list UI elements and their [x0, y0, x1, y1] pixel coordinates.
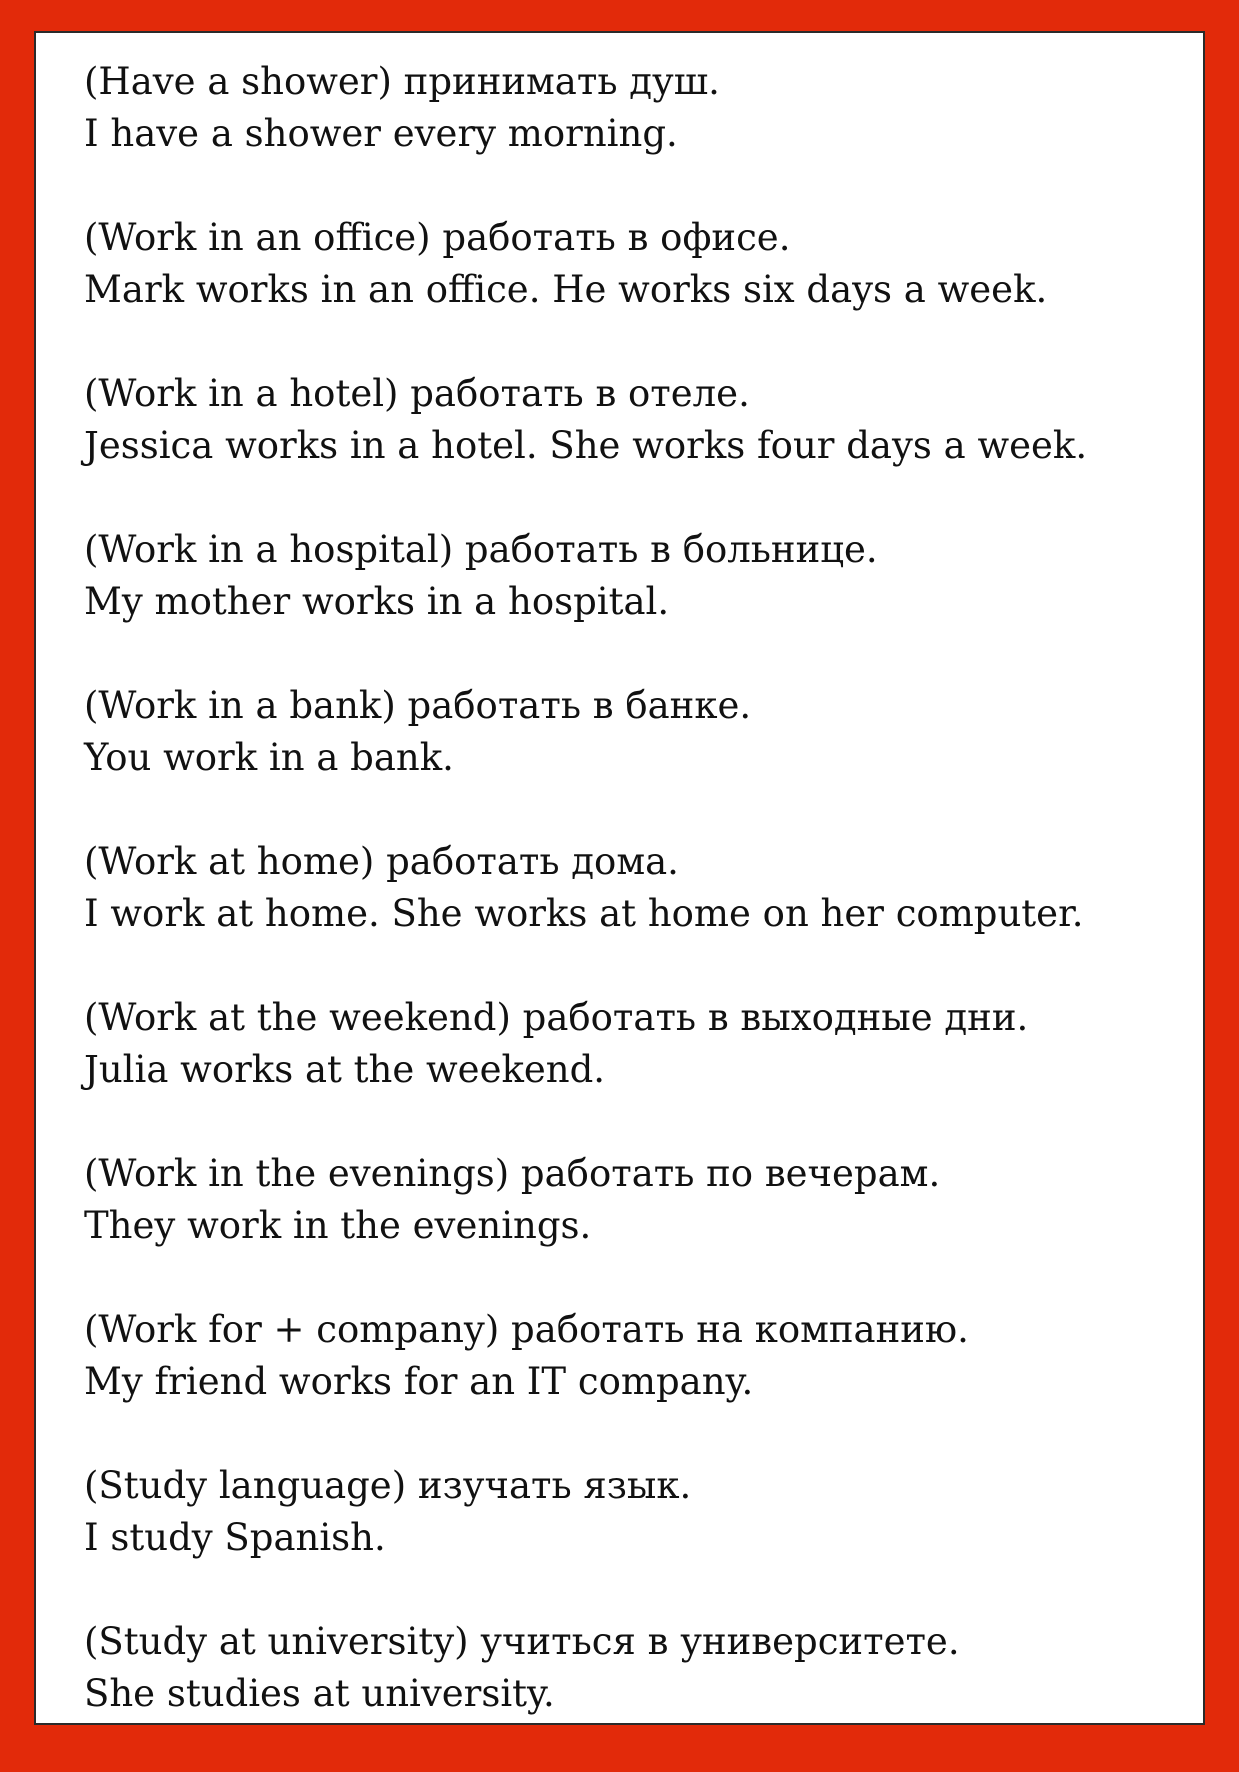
phrase-translation: (Work in an office) работать в офисе.	[84, 216, 791, 259]
vocabulary-entry	[84, 992, 1183, 1096]
phrase-translation: (Work in the evenings) работать по вечерам.	[84, 1152, 941, 1195]
example-sentence: You work in a bank.	[84, 736, 454, 779]
phrase-translation: (Study language) изучать язык.	[84, 1464, 692, 1507]
vocabulary-entry	[84, 1460, 1183, 1564]
vocabulary-entry	[84, 1148, 1183, 1252]
phrase-translation: (Work in a hotel) работать в отеле.	[84, 372, 750, 415]
example-sentence: She studies at university.	[84, 1672, 555, 1715]
phrase-translation: (Work at the weekend) работать в выходные дни.	[84, 996, 1029, 1039]
example-sentence: I have a shower every morning.	[84, 112, 678, 155]
example-sentence: They work in the evenings.	[84, 1204, 592, 1247]
example-sentence: My mother works in a hospital.	[84, 580, 670, 623]
phrase-translation: (Study at university) учиться в университете.	[84, 1620, 960, 1663]
phrase-translation: (Have a shower) принимать душ.	[84, 60, 720, 103]
vocabulary-sheet	[34, 31, 1205, 1725]
example-sentence: My friend works for an IT company.	[84, 1360, 754, 1403]
vocabulary-entry	[84, 368, 1183, 472]
vocabulary-entry	[84, 836, 1183, 940]
vocabulary-entry	[84, 680, 1183, 784]
example-sentence: Mark works in an office. He works six days a week.	[84, 268, 1048, 311]
phrase-translation: (Work at home) работать дома.	[84, 840, 679, 883]
phrase-translation: (Work for + company) работать на компанию.	[84, 1308, 969, 1351]
example-sentence: Julia works at the weekend.	[84, 1048, 606, 1091]
phrase-translation: (Work in a hospital) работать в больнице.	[84, 528, 878, 571]
vocabulary-entry	[84, 56, 1183, 160]
example-sentence: I work at home. She works at home on her computer.	[84, 892, 1084, 935]
example-sentence: I study Spanish.	[84, 1516, 386, 1559]
example-sentence: Jessica works in a hotel. She works four days a week.	[84, 424, 1088, 467]
vocabulary-entry	[84, 1616, 1183, 1720]
vocabulary-entry	[84, 1304, 1183, 1408]
vocabulary-entry	[84, 212, 1183, 316]
vocabulary-list	[84, 56, 1183, 1772]
phrase-translation: (Work in a bank) работать в банке.	[84, 684, 752, 727]
vocabulary-entry	[84, 524, 1183, 628]
